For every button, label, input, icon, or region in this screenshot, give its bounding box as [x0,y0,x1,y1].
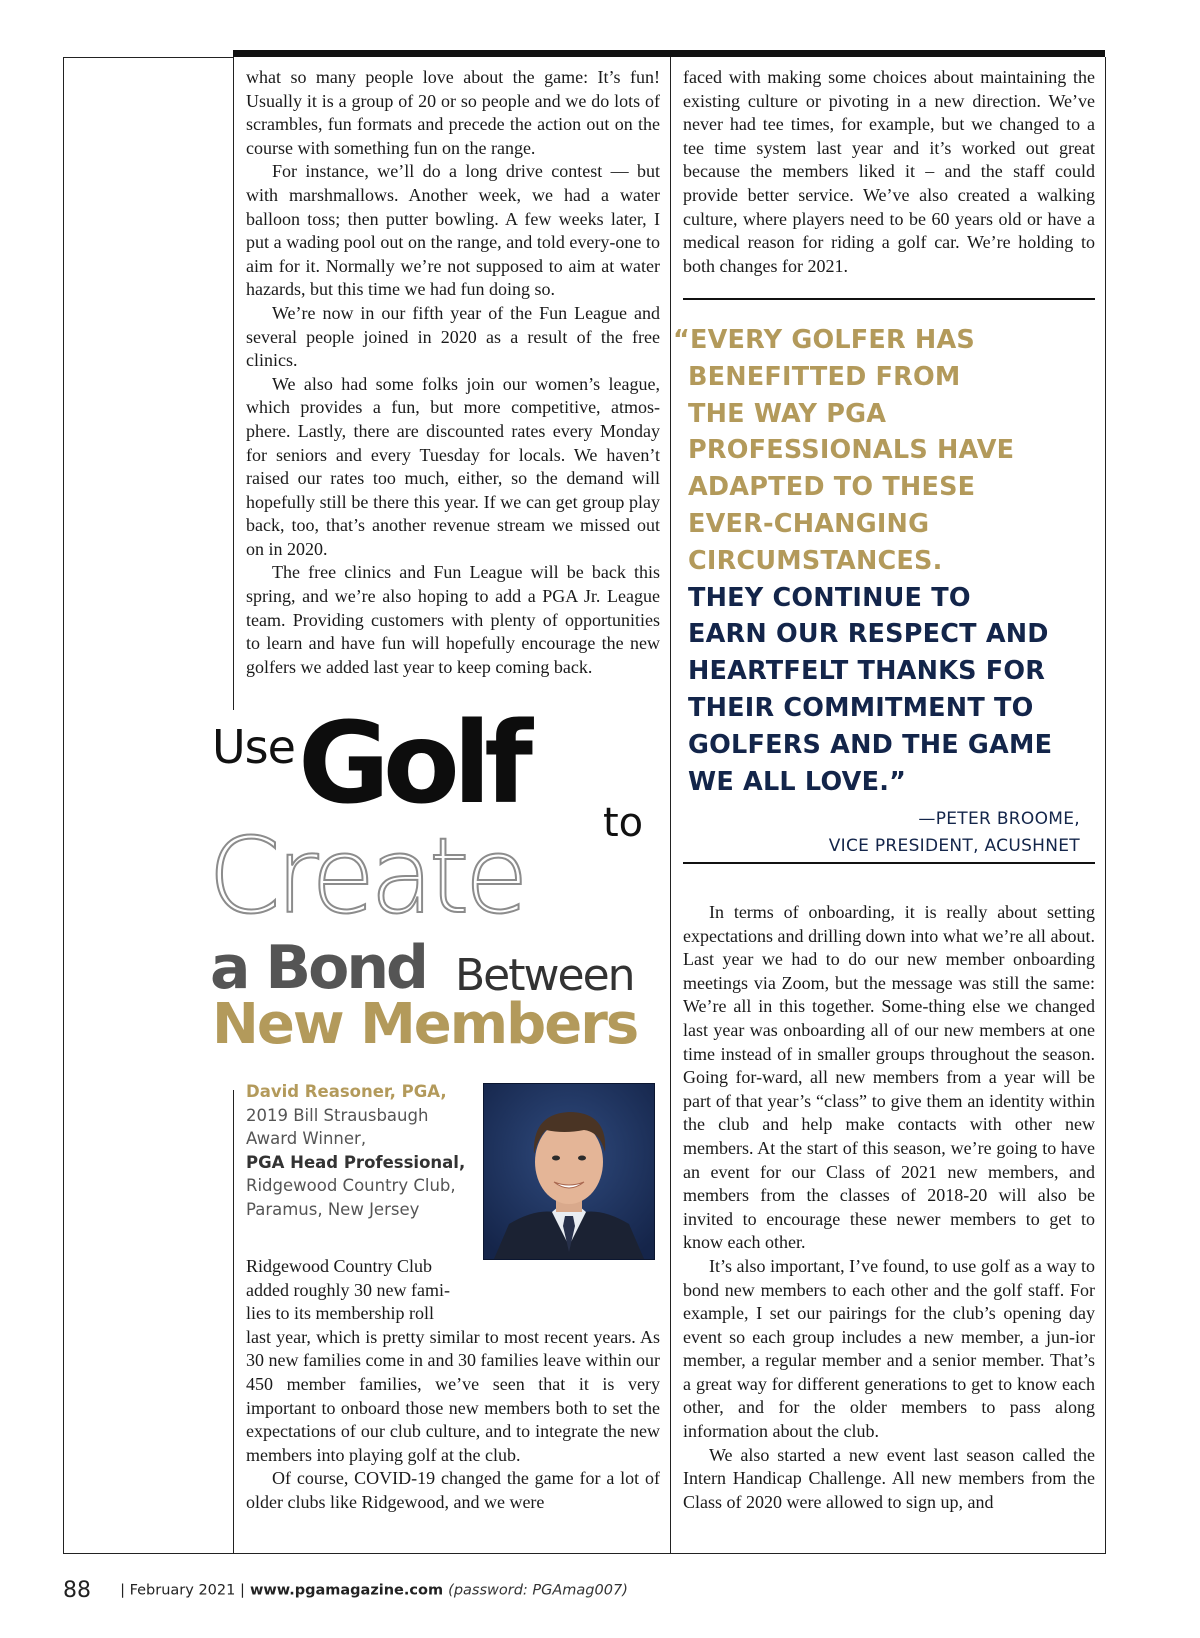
frame-left [63,57,64,1553]
quote-bottom-rule [683,862,1095,864]
author-club: Ridgewood Country Club, [246,1176,456,1196]
quote-line: “EVERY GOLFER HAS [673,325,975,355]
paragraph: faced with making some choices about maintaining the existing culture or pivoting in a new direction. We’ve never had tee times, for example, but we changed to a tee time system last year and it’s worked out great because the members liked it – and the staff could provide better service. We’ve also created a walking culture, where players need to be 60 years old or have a medical reason for riding a golf car. We’re holding to both changes for 2021. [683,67,1095,276]
author-location: Paramus, New Jersey [246,1199,420,1219]
page-footer [63,1578,628,1603]
issue-date: | February 2021 | [120,1582,245,1599]
paragraph: We also had some folks join our women’s league, which provides a fun, but more competitive, atmos-phere. Lastly, there are discounted rates every Monday for seniors and every Tuesday for locals. We haven’t raised our rates too much, either, so the demand will hopefully still be there this year. If we can get group play back, too, that’s another revenue stream we missed out on in 2020. [246,373,660,559]
paragraph: what so many people love about the game: It’s fun! Usually it is a group of 20 or so people and we do lots of scrambles, fun formats and precede the action out on the course with something fun on the range. [246,67,660,158]
paragraph: In terms of onboarding, it is really about setting expectations and drilling down into what we’re all about. Last year we had to do our new member onboarding meetings via Zoom, but the message was still the same: We’re all in this together. Some-thing else we changed last year was onboarding all of our new members at one time instead of in smaller groups throughout the season. Going for-ward, all new members from a year will be part of that year’s “class” to give them an identity within the club and help make contacts with other new members. At the start of this season, we’re going to have an event for our Class of 2021 new members, and members from the classes of 2018-20 will also be invited to encourage these newer members to get to know each other. [683,902,1095,1253]
quote-line: THE WAY PGA [688,398,887,429]
title-use: Use [212,720,295,774]
title-a-bond: a Bond [210,933,426,1003]
frame-bottom [63,1553,1106,1554]
title-create: Create [208,815,524,937]
paragraph: For instance, we’ll do a long drive contest — but with marshmallows. Another week, we had a water balloon toss; then putter bowling. A few weeks later, I put a wading pool out on the range, and told every-one to aim for it. Normally we’re not supposed to aim at water hazards, but this time we had fun doing so. [246,161,660,300]
quote-line: EARN OUR RESPECT AND [688,619,1049,650]
column-divider [670,57,671,1553]
author-award-2: Award Winner, [246,1129,367,1149]
author-award-1: 2019 Bill Strausbaugh [246,1105,429,1125]
password-note: (password: PGAmag007) [448,1582,628,1599]
quote-line: EVER-CHANGING [688,508,930,539]
paragraph: We’re now in our fifth year of the Fun League and several people joined in 2020 as a result of the free clinics. [246,302,660,371]
quote-line: WE ALL LOVE.” [688,766,907,797]
attribution-name: —PETER BROOME, [918,809,1080,829]
frame-right [1105,57,1106,1553]
author-portrait-illustration [484,1084,654,1259]
quote-line: THEIR COMMITMENT TO [688,692,1034,723]
wrapped-line: lies to its membership roll [246,1303,434,1324]
paragraph: last year, which is pretty similar to most recent years. As 30 new families come in and 30 families leave within our 450 member families, we’ve seen that it is very important to onboard those new members both to set the expectations of our club culture, and to integrate the new members into playing golf at the club. [246,1326,660,1465]
article-column-1-top [246,66,660,679]
frame-top-left [63,57,233,58]
attribution-title: VICE PRESIDENT, ACUSHNET [828,836,1080,856]
wrapped-line: Ridgewood Country Club [246,1256,433,1276]
article-column-2-bottom [683,901,1095,1514]
article-column-2-top [683,66,1095,278]
author-photo [483,1083,655,1260]
quote-line: BENEFITTED FROM [688,361,961,392]
quote-top-rule [683,298,1095,300]
quote-line: GOLFERS AND THE GAME [688,729,1053,760]
left-column-rule-lower [233,1090,234,1553]
title-between: Between [455,950,634,1001]
quote-line: PROFESSIONALS HAVE [688,435,1015,466]
page-number: 88 [63,1578,91,1603]
paragraph: Of course, COVID-19 changed the game for a lot of older clubs like Ridgewood, and we were [246,1468,660,1512]
title-to: to [603,800,644,846]
magazine-url[interactable]: www.pgamagazine.com [249,1582,444,1599]
quote-line: CIRCUMSTANCES. [688,545,943,576]
paragraph: The free clinics and Fun League will be back this spring, and we’re also hoping to add a PGA Jr. League team. Providing customers with plenty of opportunities to learn and have fun will hopefully encourage the new golfers we added last year to keep coming back. [246,562,660,677]
author-name: David Reasoner, PGA, [246,1082,447,1101]
pull-quote [673,322,1093,800]
title-new-members: New Members [212,992,638,1057]
quote-attribution [760,806,1080,860]
author-byline [246,1080,481,1222]
title-golf: Golf [298,699,526,829]
quote-line: ADAPTED TO THESE [688,472,976,503]
author-role: PGA Head Professional, [246,1152,466,1172]
paragraph: We also started a new event last season called the Intern Handicap Challenge. All new members from the Class of 2020 were allowed to sign up, and [683,1444,1095,1512]
top-rule [233,50,1105,57]
paragraph: It’s also important, I’ve found, to use golf as a way to bond new members to each other and the golf staff. For example, I set our pairings for the club’s opening day event so each group includes a new member, a jun-ior member, a regular member and a senior member. That’s a great way for different generations to get to know each other, and for the older members to pass along information about the club. [683,1255,1095,1442]
quote-line: THEY CONTINUE TO [688,582,971,613]
article-column-1-bottom [246,1255,660,1515]
wrapped-line: added roughly 30 new fami- [246,1279,450,1300]
quote-line: HEARTFELT THANKS FOR [688,656,1046,687]
left-column-rule [233,57,234,710]
